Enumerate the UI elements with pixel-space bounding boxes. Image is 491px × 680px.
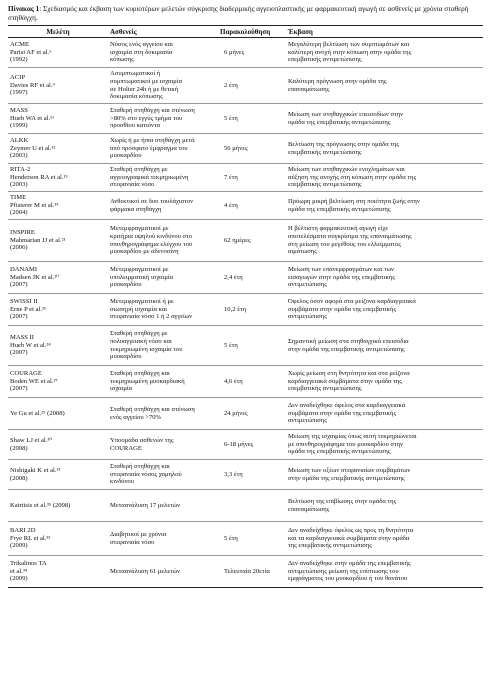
table-row [8,134,483,164]
cell-study: Ye Gu et al.²⁹ (2008) [8,398,108,430]
caption-label: Πίνακας 1 [8,5,40,13]
table-header [8,26,483,38]
cell-followup: 5 έτη [218,326,286,366]
table-row [8,430,483,460]
cell-patients: Ασυμπτωματικοί ή συμπτωματικοί με ισχαιμία σε Holter 24h ή με θετική δοκιμασία κόπωσης [108,68,218,104]
cell-followup: 3,3 έτη [218,460,286,490]
cell-outcome: Μείωση της ισχαιμίας όπως αυτή τεκμηριώνεται με σπινθηρογράφημα του μυοκαρδίου στην ομάδα της επεμβατικής αντιμετώπισης [286,430,483,460]
cell-outcome: Δεν αναδείχθηκε όφελος ως προς τη θνητότητα και τα καρδιαγγειακά συμβάματα στην ομάδα της επεμβατικής αντιμετώπισης [286,522,483,556]
table-row [8,366,483,398]
cell-study: Shaw LJ et al.³⁰ (2008) [8,430,108,460]
cell-followup: Τελευταία 20ετία [218,556,286,588]
table-row [8,294,483,326]
cell-patients: Σταθερή στηθάγχη και τεκμηριωμένη μυοκαρδιακή ισχαιμία [108,366,218,398]
table-row [8,460,483,490]
table-row [8,220,483,262]
cell-study: Trikalinos TA et al.³⁴ (2009) [8,556,108,588]
column-header-outcome: Έκβαση [286,26,483,38]
table-row [8,68,483,104]
cell-patients: Ανθεκτικοί σε δυο τουλάχιστον φάρμακα στηθάγχη [108,192,218,220]
cell-followup: 4,6 έτη [218,366,286,398]
cell-followup: 5 έτη [218,104,286,134]
cell-patients: Χωρίς ή με ήπια στηθάγχη μετά από πρόσφατο έμφραγμα του μυοκαρδίου [108,134,218,164]
cell-followup [218,490,286,522]
cell-study: ACIP Davies RF et al.⁹ (1997) [8,68,108,104]
cell-study: MASS Hueb WA et al.¹¹ (1999) [8,104,108,134]
table-row [8,522,483,556]
cell-study: BARI 2D Frye RL et al.³³ (2009) [8,522,108,556]
cell-patients: Νόσος ενός αγγείου και ισχαιμία στη δοκιμασία κόπωσης [108,38,218,68]
cell-outcome: Μείωση των στηθαγχικών επεισοδίων στην ομάδα της επεμβατικής αντιμετώπισης [286,104,483,134]
table-row [8,262,483,294]
cell-study: DANAMI Madsen JK et al.²⁰ (2007) [8,262,108,294]
cell-outcome: Σημαντική μείωση στα στηθαγχικά επεισόδια στην ομάδα της επεμβατικής αντιμετώπισης [286,326,483,366]
cell-study: RITA-2 Henderson RA et al.¹³ (2003) [8,164,108,192]
cell-patients: Υποομάδα ασθενών της COURAGE [108,430,218,460]
cell-study: SWISSI II Erne P et al.²⁶ (2007) [8,294,108,326]
cell-outcome: Καλύτερη πρόγνωση στην ομάδα της επαναιμάτωσης [286,68,483,104]
table-row [8,104,483,134]
table-row [8,164,483,192]
cell-outcome: Βελτίωση της πρόγνωσης στην ομάδα της επεμβατικής αντιμετώπισης [286,134,483,164]
cell-followup: 5 έτη [218,522,286,556]
header-row [8,26,483,38]
column-header-patients: Ασθενείς [108,26,218,38]
cell-outcome: Μείωση των επανεμφραγμάτων και των εισαγωγών στην ομάδα της επεμβατικής αντιμετώπισης [286,262,483,294]
cell-followup: 7 έτη [218,164,286,192]
table-row [8,490,483,522]
cell-followup: 2 έτη [218,68,286,104]
cell-patients: Μετεμφραγματικοί με υπολειμματική ισχαιμία μυοκαρδίου [108,262,218,294]
cell-followup: 4 έτη [218,192,286,220]
cell-outcome: Η βέλτιστη φαρμακευτική αγωγή είχε αποτελέσματα συγκρίσιμα της επαναιμάτωσης στη μείωση του μεγέθους του ελλείμματος αιμάτωσης [286,220,483,262]
cell-study: ALKK Zeymer U et al.¹² (2003) [8,134,108,164]
cell-outcome: Βελτίωση της επιβίωσης στην ομάδα της επαναιμάτωσης [286,490,483,522]
cell-followup: 24 μήνες [218,398,286,430]
cell-outcome: Μείωση των οξέων στεφανιαίων συμβαμάτων στην ομάδα της επεμβατικής αντιμετώπισης [286,460,483,490]
cell-patients: Σταθερή στηθάγχη και στεφανιαία νόσος χαμηλού κινδύνου [108,460,218,490]
cell-study: Nishigaki K et al.³¹ (2008) [8,460,108,490]
cell-followup: 62 ημέρες [218,220,286,262]
cell-outcome: Όφελος όσον αφορά στα μείζονα καρδιαγγειακά συμβάματα στην ομάδα της επεμβατικής αντιμετώπισης [286,294,483,326]
cell-patients: Σταθερή στηθάγχη με πολυαγγειακή νόσο και τεκμηριωμένη ισχαιμία του μυοκαρδίου [108,326,218,366]
column-header-followup: Παρακολούθηση [218,26,286,38]
cell-study: MASS II Hueb W et al.²⁴ (2007) [8,326,108,366]
caption-text: : Σχεδιασμός και έκβαση των κυριοτέρων μελετών σύγκρισης διαδερμικής αγγειοπλαστικής με φαρμακευτική αγωγή σε ασθενείς με χρόνια σταθερή στηθάγχη. [8,5,469,22]
table-caption [8,5,483,23]
cell-patients: Σταθερή στηθάγχη και στένωση >80% στο εγγύς τμήμα του προσθίου κατιόντα [108,104,218,134]
cell-patients: Μετεμφραγματικοί ή με σιωπηρή ισχαιμία και στεφανιαία νόσο 1 ή 2 αγγείων [108,294,218,326]
studies-table [8,25,483,588]
cell-followup: 10,2 έτη [218,294,286,326]
cell-followup: 6-18 μήνες [218,430,286,460]
cell-patients: Μεταανάλυση 61 μελετών [108,556,218,588]
table-row [8,192,483,220]
table-row [8,38,483,68]
cell-study: COURAGE Boden WE et al.²⁷ (2007) [8,366,108,398]
cell-followup: 56 μήνες [218,134,286,164]
cell-patients: Σταθερή στηθάγχη με αγγειογραφικά τεκμηριωμένη στεφανιαία νόσο [108,164,218,192]
cell-outcome: Δεν αναδείχθηκε όφελος στα καρδιαγγειακά συμβάματα στην ομάδα της επεμβατικής αντιμετώπισης [286,398,483,430]
column-header-study: Μελέτη [8,26,108,38]
cell-study: TIME Pfisterer M et al.¹⁵ (2004) [8,192,108,220]
cell-outcome: Χωρίς μείωση στη θνητότητα και στα μείζονα καρδιαγγειακά συμβάματα στην ομάδα της επεμβατικής αντιμετώπισης [286,366,483,398]
cell-patients: Μεταανάλυση 17 μελετών [108,490,218,522]
cell-outcome: Δεν αναδείχθηκε στην ομάδα της επεμβατικής αντιμετώπισης μείωση της επίπτωσης του εμφράγματος του μυοκαρδίου ή του θανάτου [286,556,483,588]
cell-patients: Διαβητικοί με χρόνια στεφανιαία νόσο [108,522,218,556]
cell-outcome: Πρόωρη μικρή βελτίωση στη ποιότητα ζωής στην ομάδα της επεμβατικής αντιμετώπισης [286,192,483,220]
cell-study: ACME Parisi AF et al.⁶ (1992) [8,38,108,68]
table-body [8,38,483,588]
table-row [8,398,483,430]
cell-outcome: Μεγαλύτερη βελτίωση των συμπτωμάτων και καλύτερη ανοχή στην κόπωση στην ομάδα της επεμβατικής αντιμετώπισης [286,38,483,68]
table-row [8,556,483,588]
cell-study: INSPIRE Mahmarian JJ et al.²¹ (2006) [8,220,108,262]
cell-followup: 2,4 έτη [218,262,286,294]
table-row [8,326,483,366]
cell-patients: Σταθερή στηθάγχη και στένωση ενός αγγείου >70% [108,398,218,430]
cell-followup: 6 μήνες [218,38,286,68]
cell-study: Katritsis et al.³⁵ (2008) [8,490,108,522]
cell-patients: Μετεμφραγματικοί με κριτήρια υψηλού κινδύνου στο σπινθηρογράφημα ελέγχου του μυοκαρδίου με αδενοσίνη [108,220,218,262]
cell-outcome: Μείωση των στηθαγχικών ενοχλημάτων και αύξηση της ανοχής στη κόπωση στην ομάδα της επεμβατικής αντιμετώπισης [286,164,483,192]
